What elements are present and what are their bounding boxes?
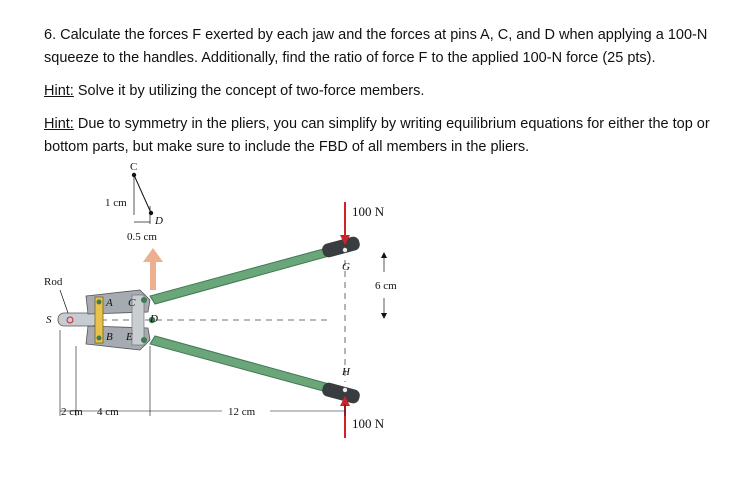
- lower-handle: [150, 336, 340, 395]
- label-e: E: [126, 331, 133, 343]
- hint-2-label: Hint:: [44, 116, 74, 132]
- motion-arrow-icon: [143, 248, 163, 290]
- hint-1-text: Solve it by utilizing the concept of two-force members.: [73, 83, 425, 99]
- label-rod: Rod: [44, 276, 63, 288]
- pin-e: [141, 337, 147, 343]
- label-c-top: C: [130, 161, 138, 173]
- upper-handle: [150, 245, 340, 304]
- dim-4cm-label: 4 cm: [97, 406, 119, 418]
- label-d-top: D: [155, 215, 163, 227]
- label-a: A: [106, 297, 113, 309]
- dim-6cm-label: 6 cm: [375, 280, 397, 292]
- hint-1-label: Hint:: [44, 83, 74, 99]
- upper-grip: [321, 235, 361, 258]
- label-d: D: [150, 313, 158, 325]
- rod: [58, 313, 98, 326]
- link-cd-line: [134, 175, 151, 213]
- label-b: B: [106, 331, 113, 343]
- link-detail-inset: [105, 161, 163, 243]
- pin-c: [141, 297, 147, 303]
- dim-2cm-label: 2 cm: [61, 406, 83, 418]
- dim-1cm-label: 1 cm: [105, 197, 127, 209]
- label-h: H: [342, 366, 350, 378]
- hint-2-text: Due to symmetry in the pliers, you can simplify by writing equilibrium equations for either the top or bottom parts, but make sure to include the FBD of all members in the pliers.: [44, 116, 710, 155]
- label-g: G: [342, 261, 350, 273]
- dim-05cm-label: 0.5 cm: [127, 231, 157, 243]
- lower-grip: [321, 381, 361, 404]
- pin-d-dot: [149, 211, 153, 215]
- force-label-top: 100 N: [352, 204, 385, 219]
- label-c: C: [128, 297, 136, 309]
- dim-12cm-label: 12 cm: [228, 406, 256, 418]
- force-label-bottom: 100 N: [352, 416, 385, 431]
- label-s: S: [46, 314, 52, 326]
- pin-b: [97, 336, 102, 341]
- question-text: 6. Calculate the forces F exerted by each jaw and the forces at pins A, C, and D when applying a 100-N squeeze to the handles. Additionally, find the ratio of force F to the applied 100-N force (25 pts).: [44, 27, 708, 66]
- pin-a: [97, 300, 102, 305]
